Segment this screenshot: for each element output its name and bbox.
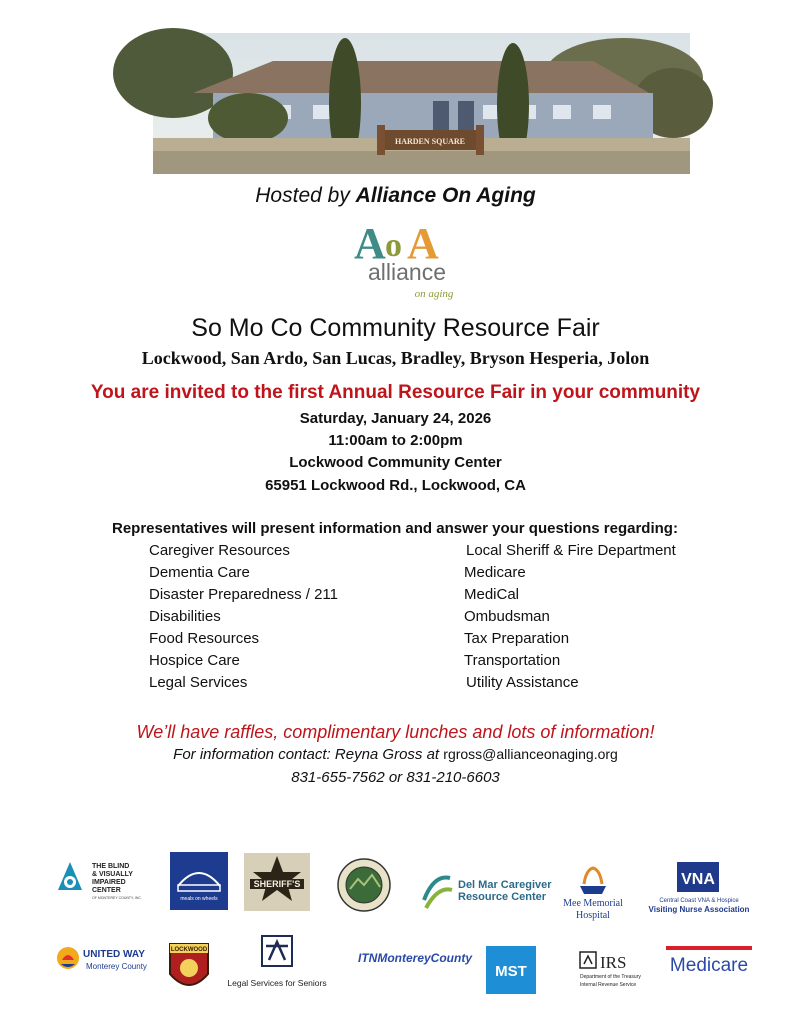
contact-prefix: For information contact: Reyna Gross at: [173, 746, 444, 763]
svg-text:o: o: [385, 227, 402, 264]
sheriff-logo: [244, 853, 310, 911]
event-venue: Lockwood Community Center: [289, 454, 502, 471]
itn-logo: [356, 946, 472, 968]
topic-right-1: Local Sheriff & Fire Department: [466, 542, 676, 559]
vna-l1: Central Coast VNA & Hospice: [659, 898, 739, 904]
contact-phones: 831-655-7562 or 831-210-6603: [291, 769, 500, 786]
blind-l5: OF MONTEREY COUNTY, INC.: [92, 896, 142, 900]
uw-l2: Monterey County: [86, 962, 147, 971]
topic-left-2: Dementia Care: [149, 564, 250, 581]
sheriff-text: SHERIFF'S: [253, 879, 301, 889]
irs-text: IRS: [600, 953, 627, 972]
medicare-text: Medicare: [669, 955, 749, 976]
irs-sub2: Internal Revenue Service: [580, 982, 637, 988]
svg-text:A: A: [354, 219, 386, 268]
hosted-by: [0, 184, 791, 208]
meals-text: meals on wheels: [180, 896, 218, 902]
lockwood-fire-text: LOCKWOOD: [170, 947, 208, 953]
topic-left-7: Legal Services: [149, 674, 248, 691]
blind-l4: CENTER: [92, 887, 121, 894]
topic-left-3: Disaster Preparedness / 211: [149, 586, 338, 603]
blind-l3: IMPAIRED: [92, 879, 126, 886]
vna-mark: VNA: [681, 871, 715, 888]
topic-right-3: MediCal: [464, 586, 520, 603]
topic-right-6: Transportation: [464, 652, 561, 669]
topic-left-4: Disabilities: [149, 608, 221, 625]
mst-logo: [486, 946, 536, 994]
meals-on-wheels-logo: [170, 852, 228, 910]
legal-text: Legal Services for Seniors: [227, 978, 327, 988]
delmar-l2: Resource Center: [458, 891, 547, 903]
hosted-org: Alliance On Aging: [355, 184, 536, 207]
event-date: Saturday, January 24, 2026: [299, 410, 492, 427]
topics-intro: Representatives will present information and answer your questions regarding:: [112, 520, 678, 537]
irs-logo: [578, 948, 646, 990]
topic-right-2: Medicare: [464, 564, 526, 581]
mst-text: MST: [495, 963, 527, 980]
fair-title: So Mo Co Community Resource Fair: [191, 314, 600, 342]
county-seal-logo: [336, 857, 392, 913]
mee-l1: Mee Memorial: [563, 898, 623, 909]
topic-right-5: Tax Preparation: [464, 630, 570, 647]
delmar-l1: Del Mar Caregiver: [458, 879, 552, 891]
lockwood-fire-logo: [166, 940, 212, 996]
mee-l2: Hospital: [576, 910, 610, 921]
vna-l2: Visiting Nurse Association: [648, 905, 750, 914]
mee-memorial-logo: [560, 866, 626, 922]
invite-line: You are invited to the first Annual Resource Fair in your community: [90, 382, 701, 403]
vna-logo: [640, 860, 758, 916]
event-time: 11:00am to 2:00pm: [328, 432, 463, 449]
uw-l1: UNITED WAY: [83, 949, 145, 960]
svg-text:A: A: [407, 219, 439, 268]
community-center-photo: [153, 33, 690, 174]
event-address: 65951 Lockwood Rd., Lockwood, CA: [265, 477, 526, 494]
legal-services-logo: [222, 934, 332, 994]
medicare-logo: [666, 946, 752, 978]
raffles-line: We’ll have raffles, complimentary lunches and lots of information!: [136, 722, 655, 742]
blind-l2: & VISUALLY: [92, 871, 133, 878]
contact-line: [0, 746, 791, 763]
photo-sign-text: HARDEN SQUARE: [394, 137, 466, 146]
topic-left-1: Caregiver Resources: [149, 542, 290, 559]
topic-left-5: Food Resources: [149, 630, 260, 647]
topic-right-7: Utility Assistance: [466, 674, 579, 691]
topic-right-4: Ombudsman: [464, 608, 550, 625]
del-mar-caregiver-logo: [420, 870, 552, 914]
alliance-on-aging-logo: [352, 214, 462, 310]
itn-text: ITNMontereyCounty: [358, 951, 472, 965]
logo-word: alliance: [368, 259, 446, 285]
hosted-prefix: Hosted by: [255, 184, 356, 207]
topic-left-6: Hospice Care: [149, 652, 240, 669]
blind-l1: THE BLIND: [92, 863, 130, 870]
blind-visually-impaired-logo: [56, 860, 146, 905]
united-way-logo: [56, 940, 146, 976]
towns-list: Lockwood, San Ardo, San Lucas, Bradley, Bryson Hesperia, Jolon: [141, 348, 650, 368]
logo-sub: on aging: [414, 288, 454, 300]
irs-sub1: Department of the Treasury: [580, 974, 641, 980]
contact-email[interactable]: rgross@allianceonaging.org: [443, 746, 618, 762]
